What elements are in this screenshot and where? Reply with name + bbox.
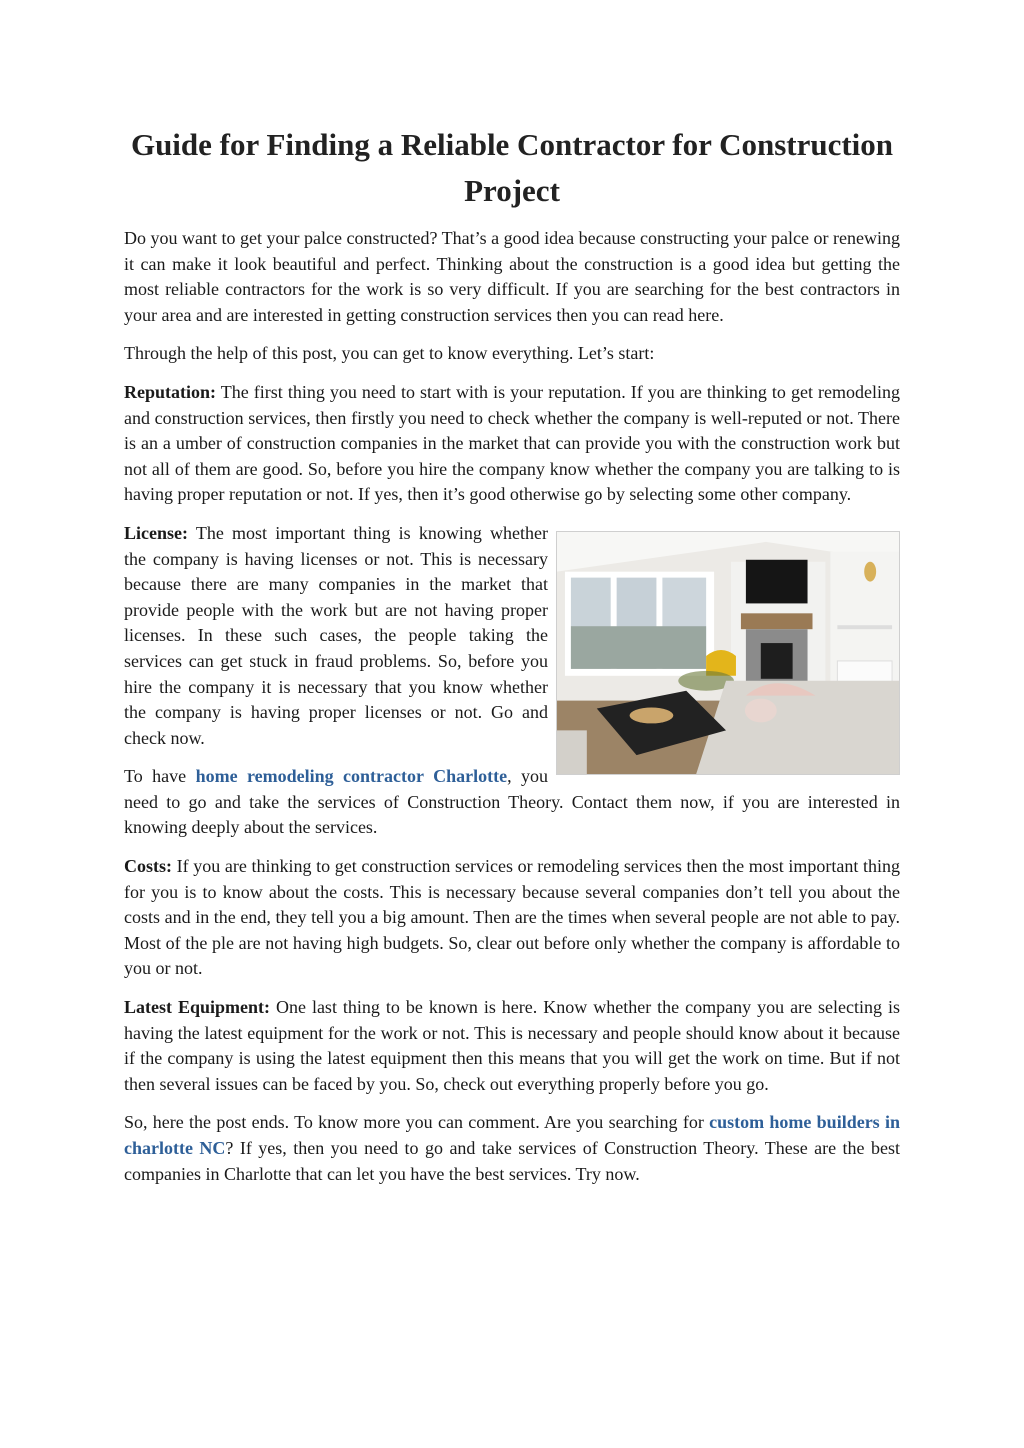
remodeling-paragraph [124, 764, 900, 841]
page-title: Guide for Finding a Reliable Contractor for Construction Project [130, 127, 894, 208]
lead-paragraph: Through the help of this post, you can get to know everything. Let’s start: [124, 343, 655, 364]
closing-prefix: So, here the post ends. To know more you can comment. Are you searching for [124, 1112, 710, 1133]
reputation-heading: Reputation: [124, 381, 217, 402]
closing-paragraph [124, 1110, 900, 1187]
reputation-text: The first thing you need to start with is your reputation. If you are thinking to get remodeling and construction services, then firstly you need to check whether the company is well-reputed or not. There is an a umber of construction companies in the market that can provide you with the construction work but not all of them are good. So, before you hire the company know whether the company you are talking to is having proper reputation or not. If yes, then it’s good otherwise go by selecting some other company. [124, 381, 900, 505]
closing-suffix: ? If yes, then you need to go and take services of Construction Theory. These are the best companies in Charlotte that can let you have the best services. Try now. [124, 1138, 900, 1184]
document-page [124, 122, 900, 1200]
equipment-heading: Latest Equipment: [124, 997, 270, 1018]
reputation-paragraph [124, 380, 900, 508]
remodeling-prefix: To have [124, 766, 196, 787]
license-text: The most important thing is knowing whether the company is having licenses or not. This is necessary because there are many companies in the market that provide people with the work but are not having proper licenses. In these such cases, the people taking the services can get stuck in fraud problems. So, before you hire the company it is necessary that you know whether the company is having proper licenses or not. Go and check now. [124, 522, 548, 748]
costs-heading: Costs: [124, 856, 172, 877]
costs-paragraph [124, 854, 900, 982]
equipment-paragraph [124, 995, 900, 1097]
remodeling-suffix: , you need to go and take the services of Construction Theory. Contact them now, if you are interested in knowing deeply about the services. [124, 766, 900, 838]
costs-text: If you are thinking to get construction services or remodeling services then the most important thing for you is to know about the costs. This is necessary because several companies don’t tell you about the costs and in the end, they tell you a big amount. Then are the times when several people are not able to pay. Most of the ple are not having high budgets. So, clear out before only whether the company is affordable to you or not. [124, 856, 900, 979]
home-remodeling-contractor-link[interactable]: home remodeling contractor Charlotte [195, 766, 508, 787]
living-room-illustration [557, 532, 899, 774]
license-heading: License: [124, 522, 188, 543]
living-room-photo [556, 531, 900, 775]
intro-paragraph: Do you want to get your palce constructed? That’s a good idea because constructing your palce or renewing it can make it look beautiful and perfect. Thinking about the construction is a good idea but getting the most reliable contractors for the work is so very difficult. If you are searching for the best contractors in your area and are interested in getting construction services then you can read here. [124, 228, 900, 325]
equipment-text: One last thing to be known is here. Know whether the company you are selecting is having the latest equipment for the work or not. This is necessary and people should know about it because if the company is using the latest equipment then this means that you will get the work on time. But if not then several issues can be faced by you. So, check out everything properly before you go. [124, 997, 900, 1094]
custom-home-builders-link[interactable]: custom home builders in charlotte NC [124, 1112, 900, 1158]
